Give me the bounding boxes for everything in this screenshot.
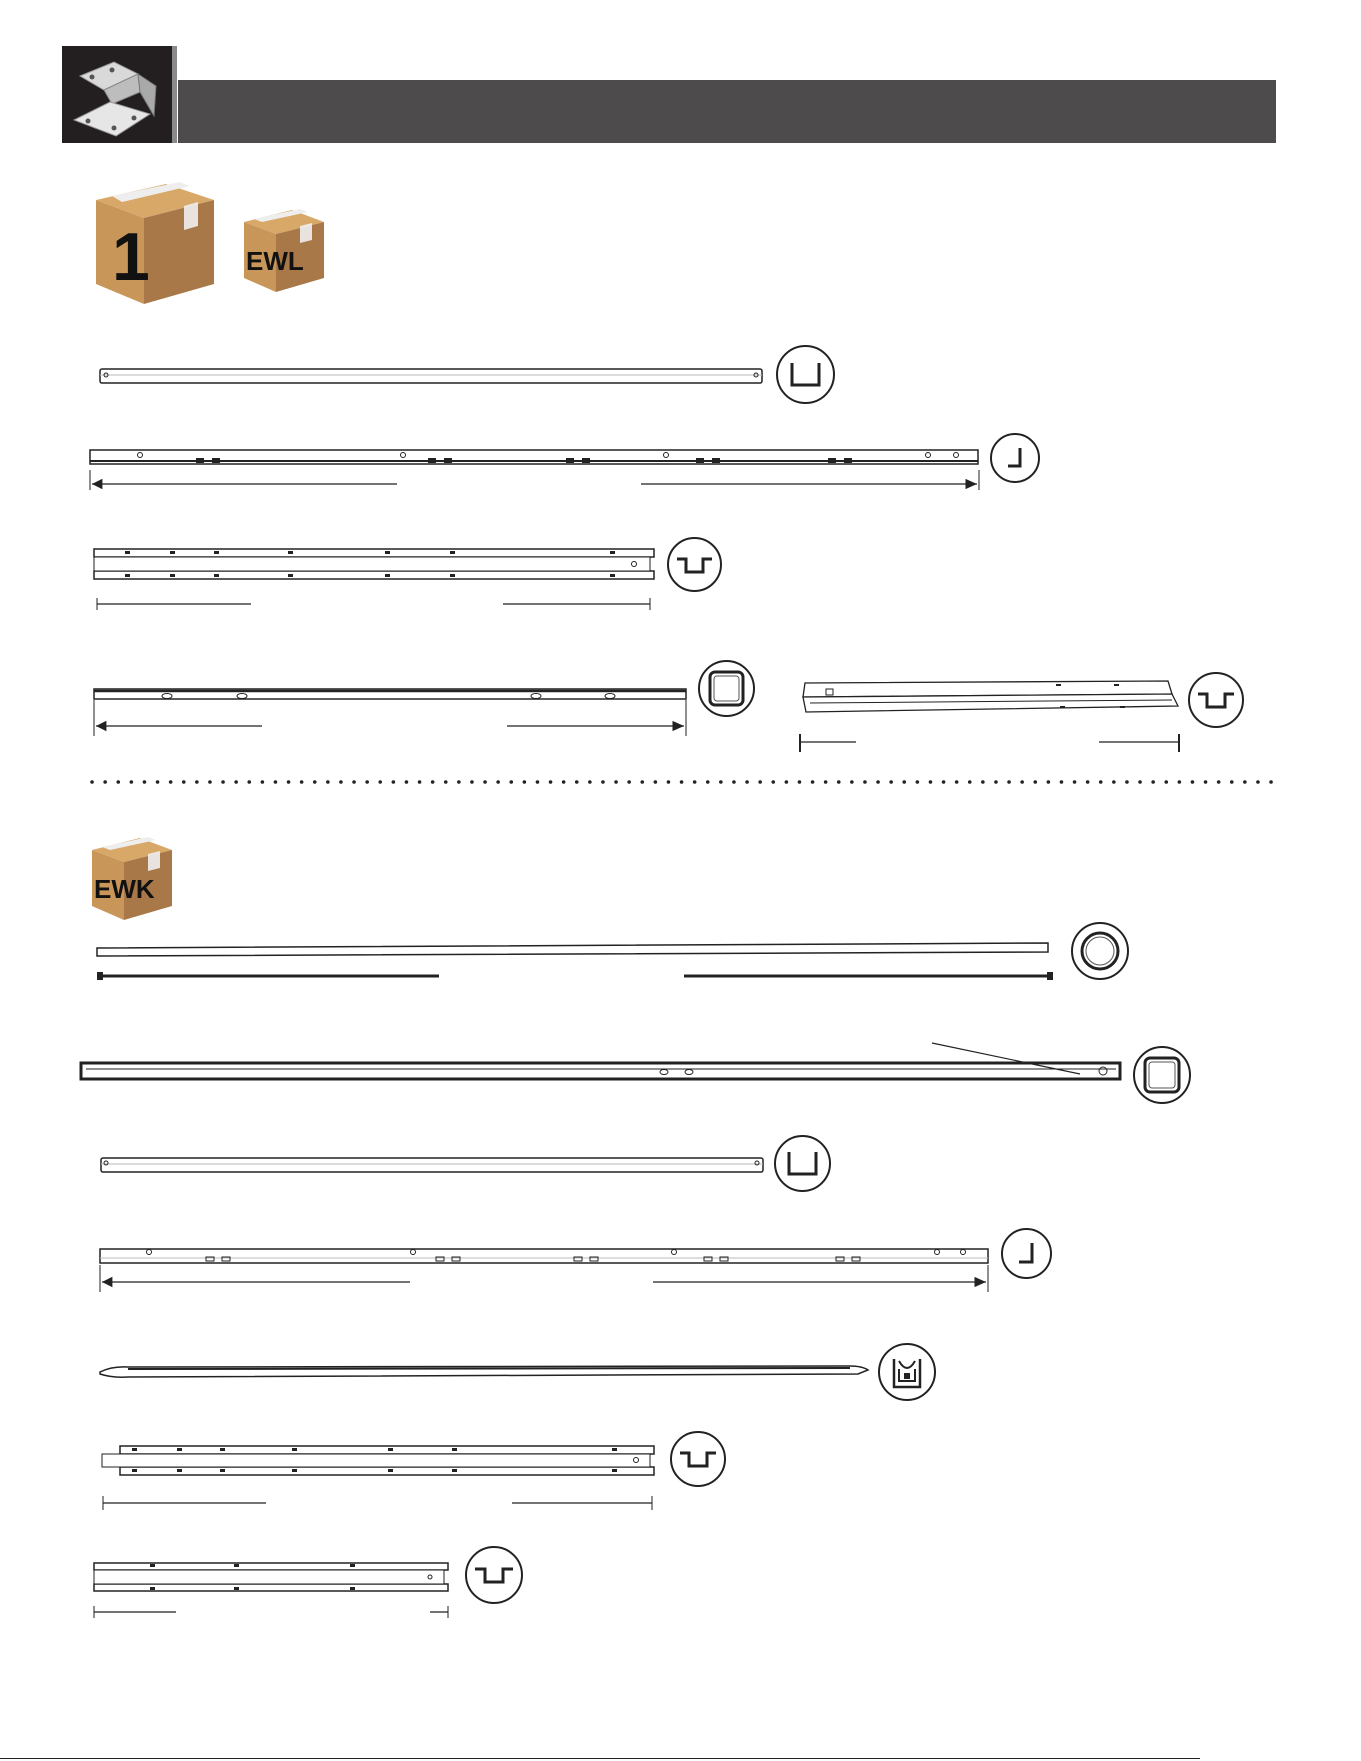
box-1-label: 1: [112, 219, 150, 295]
ewk-part-short-hat-channel: [94, 1563, 448, 1618]
ewk-part-u-channel: [101, 1158, 763, 1172]
round-tube-icon: [1071, 922, 1129, 980]
square-tube-icon: [698, 660, 755, 717]
square-tube-icon: [1133, 1046, 1191, 1104]
ewl-part-u-channel: [100, 369, 762, 383]
ewl-part-square-tube: [94, 689, 686, 736]
angle-icon: [990, 433, 1040, 483]
ewk-part-long-square-tube: [81, 1043, 1120, 1079]
ewl-part-angle: [90, 450, 979, 490]
ewk-part-door-track: [100, 1366, 868, 1377]
ewk-part-round-tube: [97, 943, 1053, 980]
u-channel-icon: [776, 345, 835, 404]
ewk-part-hat-channel: [102, 1446, 654, 1510]
door-track-icon: [878, 1343, 936, 1401]
hat-channel-icon: [1188, 672, 1244, 728]
ewl-part-hat-channel: [94, 549, 654, 610]
angle-icon: [1001, 1228, 1052, 1279]
ewk-part-angle: [100, 1249, 988, 1292]
hat-channel-icon: [667, 537, 722, 592]
u-channel-icon: [774, 1135, 831, 1192]
ewl-part-hat-channel-perspective: [800, 681, 1179, 752]
box-ewk-label: EWK: [94, 874, 155, 904]
hat-channel-icon: [670, 1431, 726, 1487]
hat-channel-icon: [465, 1546, 523, 1604]
box-ewl-label: EWL: [246, 246, 304, 276]
bottom-rule: [0, 1758, 1200, 1759]
